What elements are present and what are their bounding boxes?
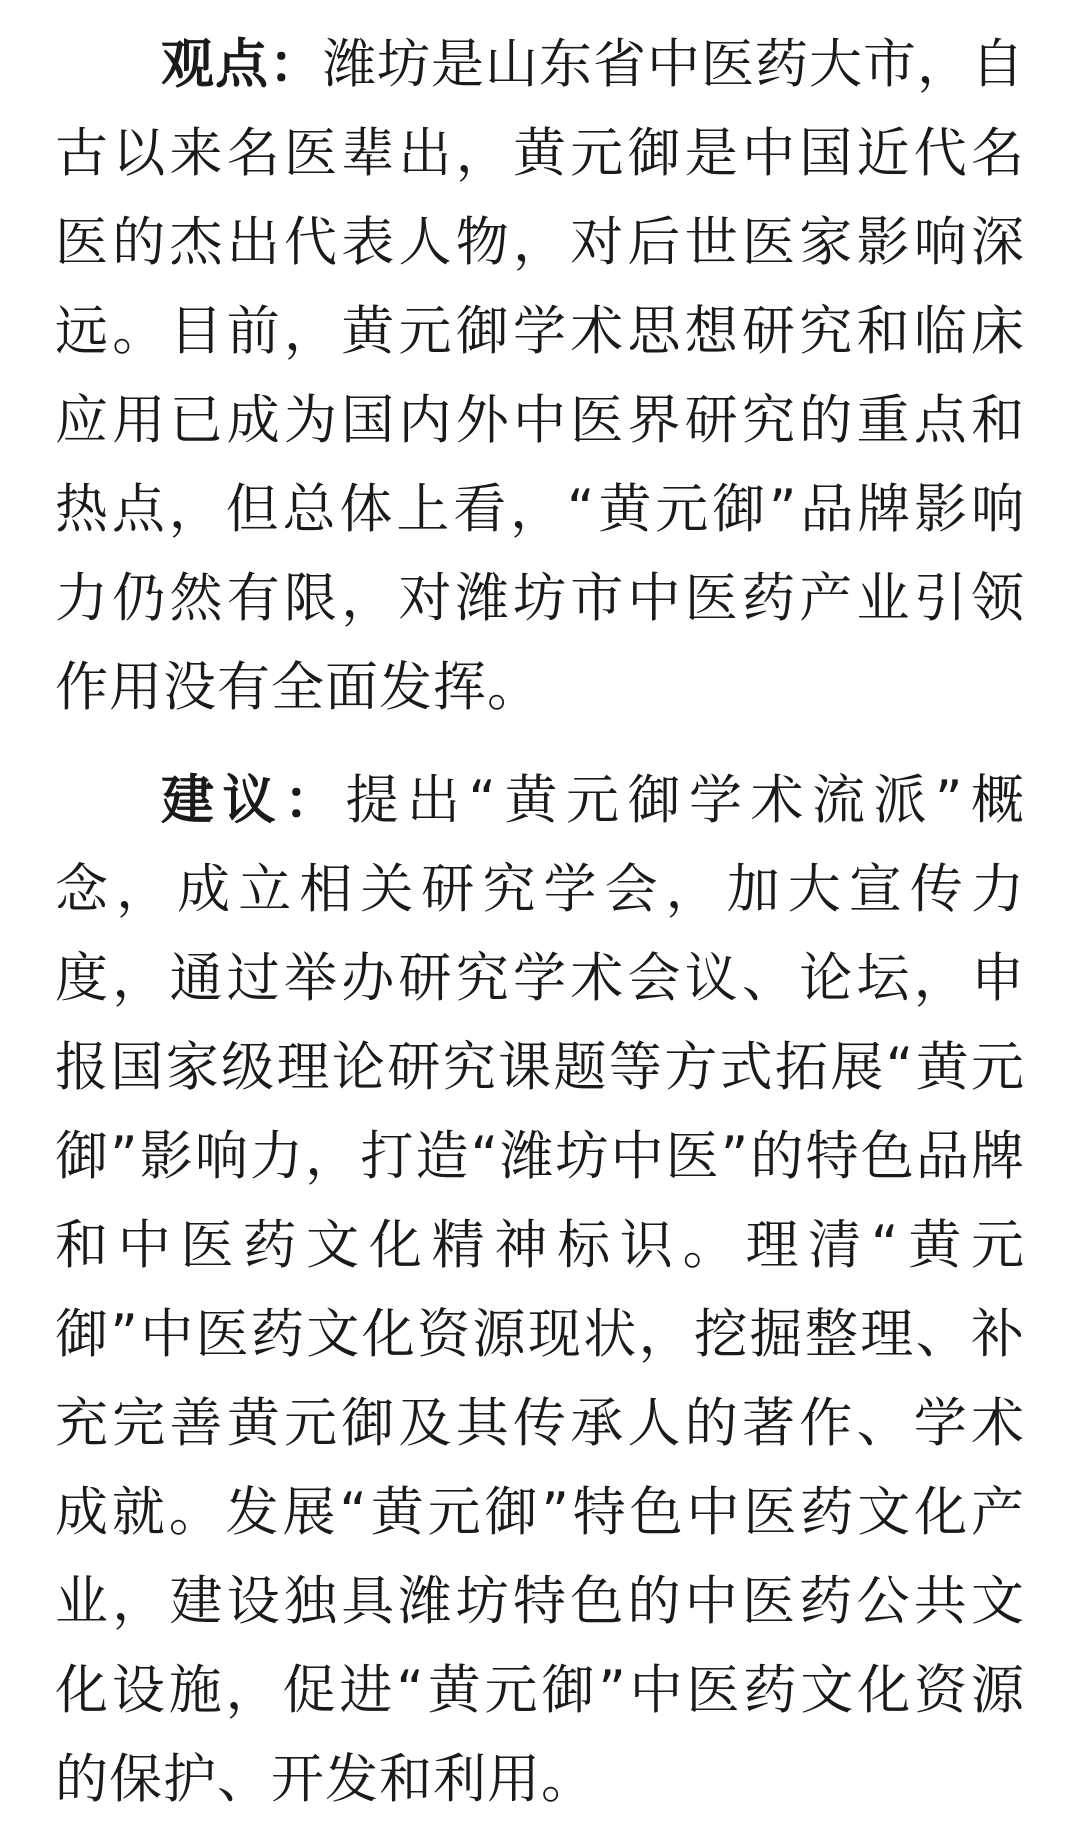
suggestion-paragraph bbox=[55, 756, 1025, 1824]
viewpoint-text: 潍坊是山东省中医药大市，自古以来名医辈出，黄元御是中国近代名医的杰出代表人物，对后世医家影响深远。目前，黄元御学术思想研究和临床应用已成为国内外中医界研究的重点和热点，但总体上看，“黄元御”品牌影响力仍然有限，对潍坊市中医药产业引领作用没有全面发挥。 bbox=[55, 34, 1025, 718]
suggestion-text: 提出“黄元御学术流派”概念，成立相关研究学会，加大宣传力度，通过举办研究学术会议、论坛，申报国家级理论研究课题等方式拓展“黄元御”影响力，打造“潍坊中医”的特色品牌和中医药文化精神标识。理清“黄元御”中医药文化资源现状，挖掘整理、补充完善黄元御及其传承人的著作、学术成就。发展“黄元御”特色中医药文化产业，建设独具潍坊特色的中医药公共文化设施，促进“黄元御”中医药文化资源的保护、开发和利用。 bbox=[55, 770, 1026, 1810]
suggestion-label: 建议： bbox=[161, 770, 346, 831]
viewpoint-paragraph bbox=[55, 20, 1025, 732]
viewpoint-label: 观点： bbox=[161, 34, 323, 95]
